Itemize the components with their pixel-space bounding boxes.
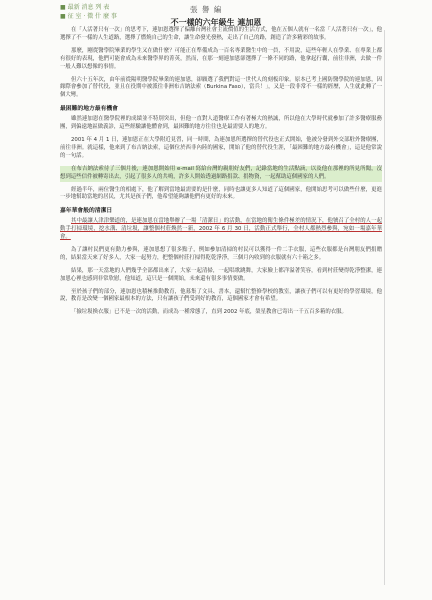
section1-paragraph-3: 在布吉納法索待了三個月後，連加恩開始用 e-mail 寫給台灣的親朋好友們，記錄當地的生活點滴，以及他在那裡的所見所聞，沒想到這些信件被轉寄出去，引起了很多人的共鳴，許多人開始透過網路捐款、捐物資，一起幫助這個國家的人們。 [60, 165, 382, 180]
intro-paragraph-1: 在「人活著只有一次」的思考下，連加恩選擇了偏離台灣社會主流價值的生活方式，他在五個人就有一名當「人活著只有一次」，他選擇了不一樣的人生道路，選擇了燃燒自己的生命，讓生命發光發熱，走出了自己的路，創造了許多精彩的故事。 [60, 27, 382, 41]
header-tag-1: ■ 最新 消息 列 表 [60, 4, 110, 11]
intro-paragraph-2: 那麼，剛從醫學院畢業的學生又在做什麼？可能正在準備成為一百名專業醫生中的一員，不用說，這些年輕人在學業、在專業上都有很好的表現，他們可能會成為未來醫學界的菁英，然而，在那一刻連加恩卻選擇了一條不同的路，他拿起行囊，前往非洲，去做一件一般人難以想像的事情。 [60, 47, 382, 70]
article-title: 不一樣的六年級生 連加恩 [170, 18, 262, 27]
article-body [60, 27, 382, 322]
section-heading-2: 嘉年華會般的清潔日 [60, 208, 113, 215]
section2-paragraph-1: 其中最讓人津津樂道的，是連加恩在當地舉辦了一場「清潔日」的活動，在當地的衛生條件極差的情況下，他號召了全村的人一起動手打掃環境，挖水溝、清垃圾，讓整個村莊煥然一新，2002 年 6 月 30 日，活動正式舉行，全村人都熱烈參與，宛如一場嘉年華會。 [60, 218, 382, 241]
author-tag: 張 譽 編 [190, 5, 223, 14]
section1-paragraph-4: 經過半年，兩位醫生的相處下，他了解到當地最需要的是什麼，同時也讓更多人知道了這個國家，他開始思考可以做些什麼，更進一步地幫助當地的居民，尤其是孩子們，他希望能夠讓他們有更好的未來。 [60, 186, 382, 201]
section2-paragraph-2: 為了讓村民們更有動力參與，連加恩想了很多點子，例如參加清掃的村民可以獲得一件二手衣服，這些衣服都是台灣朋友們捐贈的，結果當天來了好多人，大家一起努力，把整個村莊打掃得乾乾淨淨，三個月內收到的衣服就有六十箱之多。 [60, 246, 382, 261]
header-tag-2: ■ 征 室 · 微 什 麼 事 [60, 13, 117, 20]
section1-paragraph-2: 2001 年 4 月 1 日，連加恩正在大學附近見習，同一時間，為連加恩所選擇的替代役也正式開始，他被分發到外交部駐外醫療團，前往非洲。就這樣，他來到了布吉納法索，這個位於西非內陸的國家，開始了他的替代役生涯，「最困難的地方最有機會」，這是他常說的一句話。 [60, 136, 382, 159]
section-heading-1: 最困難的地方最有機會 [60, 106, 118, 113]
section2-paragraph-3: 結果，那一天當地的人們幾乎全部都出來了，大家一起清掃，一起唱歌跳舞，大家臉上都洋溢著笑容，看到村莊變得乾淨整潔，連加恩心裡也感到非常欣慰，他知道，這只是一個開始，未來還有很多事情要做。 [60, 267, 382, 282]
section1-paragraph-1: 雖然連加恩在醫學院裡的成績並不特別突出，但他一直對人道醫療工作有著極大的熱誠，所以他在大學時代就參加了許多醫療服務團，到偏遠地區做義診，這些經驗讓他體會到，最困難的地方往往也是最需要人的地方。 [60, 116, 382, 131]
section2-paragraph-5: 「撿垃圾換衣服」已不是一次的活動，而成為一種常態了，直到 2002 年底，榮星教會已寄出一千五百多箱的衣服。 [71, 309, 347, 316]
margin-rule [384, 30, 385, 585]
intro-paragraph-3: 但六十五年次，由年前從陽明醫學院畢業的連加恩，卻願選了我們對這一世代人的刻板印象。原本已考上國防醫學院的連加恩，因緣際會參加了替代役，並且在役期中被派往非洲布吉納法索（Burkina Faso），當兵！」，又是一段非常不一樣的經歷，人生就此轉了一個大彎。 [60, 76, 382, 99]
section2-paragraph-4: 至於孩子們的部分，連加恩也積極推動教育，他募集了文具、書本，還幫忙整修學校的教室，讓孩子們可以有更好的學習環境，他說，教育是改變一個國家最根本的方法，只有讓孩子們受到好的教育，這個國家才會有希望。 [60, 288, 382, 303]
